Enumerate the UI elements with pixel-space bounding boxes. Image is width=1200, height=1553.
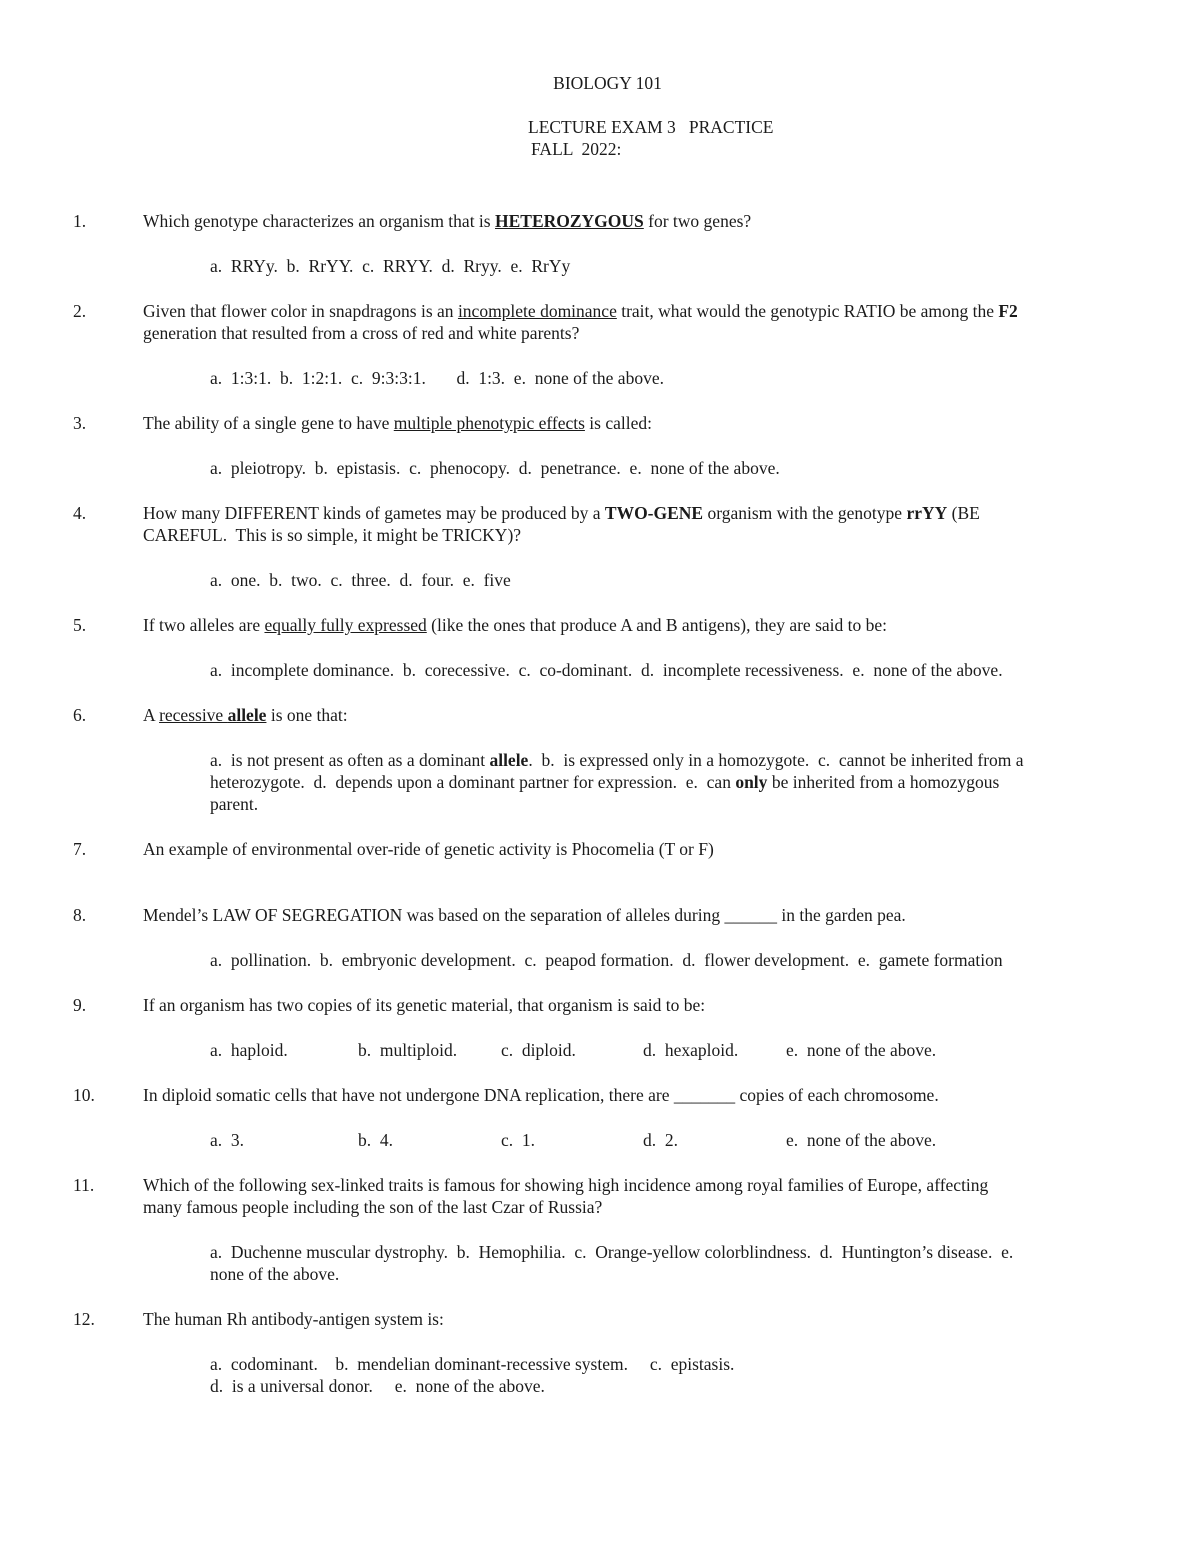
question-11 — [73, 1174, 1142, 1308]
question-2 — [73, 300, 1142, 412]
question-number: 2. — [73, 301, 87, 321]
question-prompt: In diploid somatic cells that have not undergone DNA replication, there are _______ copies of each chromosome. — [143, 1085, 939, 1105]
question-options: a. pleiotropy. b. epistasis. c. phenocopy. d. penetrance. e. none of the above. — [210, 458, 780, 478]
question-9 — [73, 994, 1142, 1084]
question-number: 1. — [73, 211, 87, 231]
question-12 — [73, 1308, 1142, 1420]
question-10 — [73, 1084, 1142, 1174]
question-prompt: The ability of a single gene to have multiple phenotypic effects is called: — [143, 413, 652, 433]
question-options: a. pollination. b. embryonic development. c. peapod formation. d. flower development. e. gamete formation — [210, 950, 1003, 970]
question-options: a. haploid. b. multiploid. c. diploid. d. hexaploid. e. none of the above. — [210, 1040, 937, 1060]
question-prompt: How many DIFFERENT kinds of gametes may be produced by a TWO-GENE organism with the genotype rrYY (BE CAREFUL. This is so simple, it might be TRICKY)? — [143, 503, 980, 545]
question-number: 12. — [73, 1309, 95, 1329]
question-options: a. RRYy. b. RrYY. c. RRYY. d. Rryy. e. RrYy — [210, 256, 571, 276]
question-options: a. 3. b. 4. c. 1. d. 2. e. none of the above. — [210, 1130, 937, 1150]
question-prompt: A recessive allele is one that: — [143, 705, 348, 725]
question-number: 8. — [73, 905, 87, 925]
question-number: 11. — [73, 1175, 95, 1195]
question-5 — [73, 614, 1142, 704]
question-options: a. one. b. two. c. three. d. four. e. five — [210, 570, 511, 590]
question-prompt: The human Rh antibody-antigen system is: — [143, 1309, 444, 1329]
question-3 — [73, 412, 1142, 502]
question-4 — [73, 502, 1142, 614]
exam-title: LECTURE EXAM 3 PRACTICE — [528, 117, 774, 137]
term-line: FALL 2022: — [531, 139, 622, 159]
question-6 — [73, 704, 1142, 838]
question-number: 6. — [73, 705, 87, 725]
question-options: a. codominant. b. mendelian dominant-recessive system. c. epistasis. d. is a universal donor. e. none of the above. — [210, 1354, 735, 1396]
question-prompt: Which of the following sex-linked traits is famous for showing high incidence among royal families of Europe, affecting many famous people including the son of the last Czar of Russia? — [143, 1175, 989, 1217]
question-8 — [73, 904, 1142, 994]
question-number: 7. — [73, 839, 87, 859]
question-prompt: Given that flower color in snapdragons is an incomplete dominance trait, what would the genotypic RATIO be among the F2 generation that resulted from a cross of red and white parents? — [143, 301, 1018, 343]
question-options: a. Duchenne muscular dystrophy. b. Hemophilia. c. Orange-yellow colorblindness. d. Huntington’s disease. e. none of the above. — [210, 1242, 1014, 1284]
question-prompt: If an organism has two copies of its genetic material, that organism is said to be: — [143, 995, 706, 1015]
course-title: BIOLOGY 101 — [553, 73, 662, 93]
question-number: 5. — [73, 615, 87, 635]
question-number: 9. — [73, 995, 87, 1015]
question-number: 3. — [73, 413, 87, 433]
question-options: a. 1:3:1. b. 1:2:1. c. 9:3:3:1. d. 1:3. e. none of the above. — [210, 368, 664, 388]
question-number: 4. — [73, 503, 87, 523]
question-options: a. is not present as often as a dominant allele. b. is expressed only in a homozygote. c. cannot be inherited from a heterozygote. d. depends upon a dominant partner for expression. e. can only be inherited from a homozygous parent. — [210, 750, 1024, 814]
question-prompt: An example of environmental over-ride of genetic activity is Phocomelia (T or F) — [143, 839, 714, 859]
question-1 — [73, 210, 1142, 300]
document-header — [73, 72, 1142, 160]
question-number: 10. — [73, 1085, 95, 1105]
question-prompt: If two alleles are equally fully expressed (like the ones that produce A and B antigens), they are said to be: — [143, 615, 888, 635]
question-prompt: Mendel’s LAW OF SEGREGATION was based on the separation of alleles during ______ in the garden pea. — [143, 905, 906, 925]
question-options: a. incomplete dominance. b. corecessive. c. co-dominant. d. incomplete recessiveness. e. none of the above. — [210, 660, 1003, 680]
question-prompt: Which genotype characterizes an organism that is HETEROZYGOUS for two genes? — [143, 211, 752, 231]
question-7 — [73, 838, 1142, 883]
